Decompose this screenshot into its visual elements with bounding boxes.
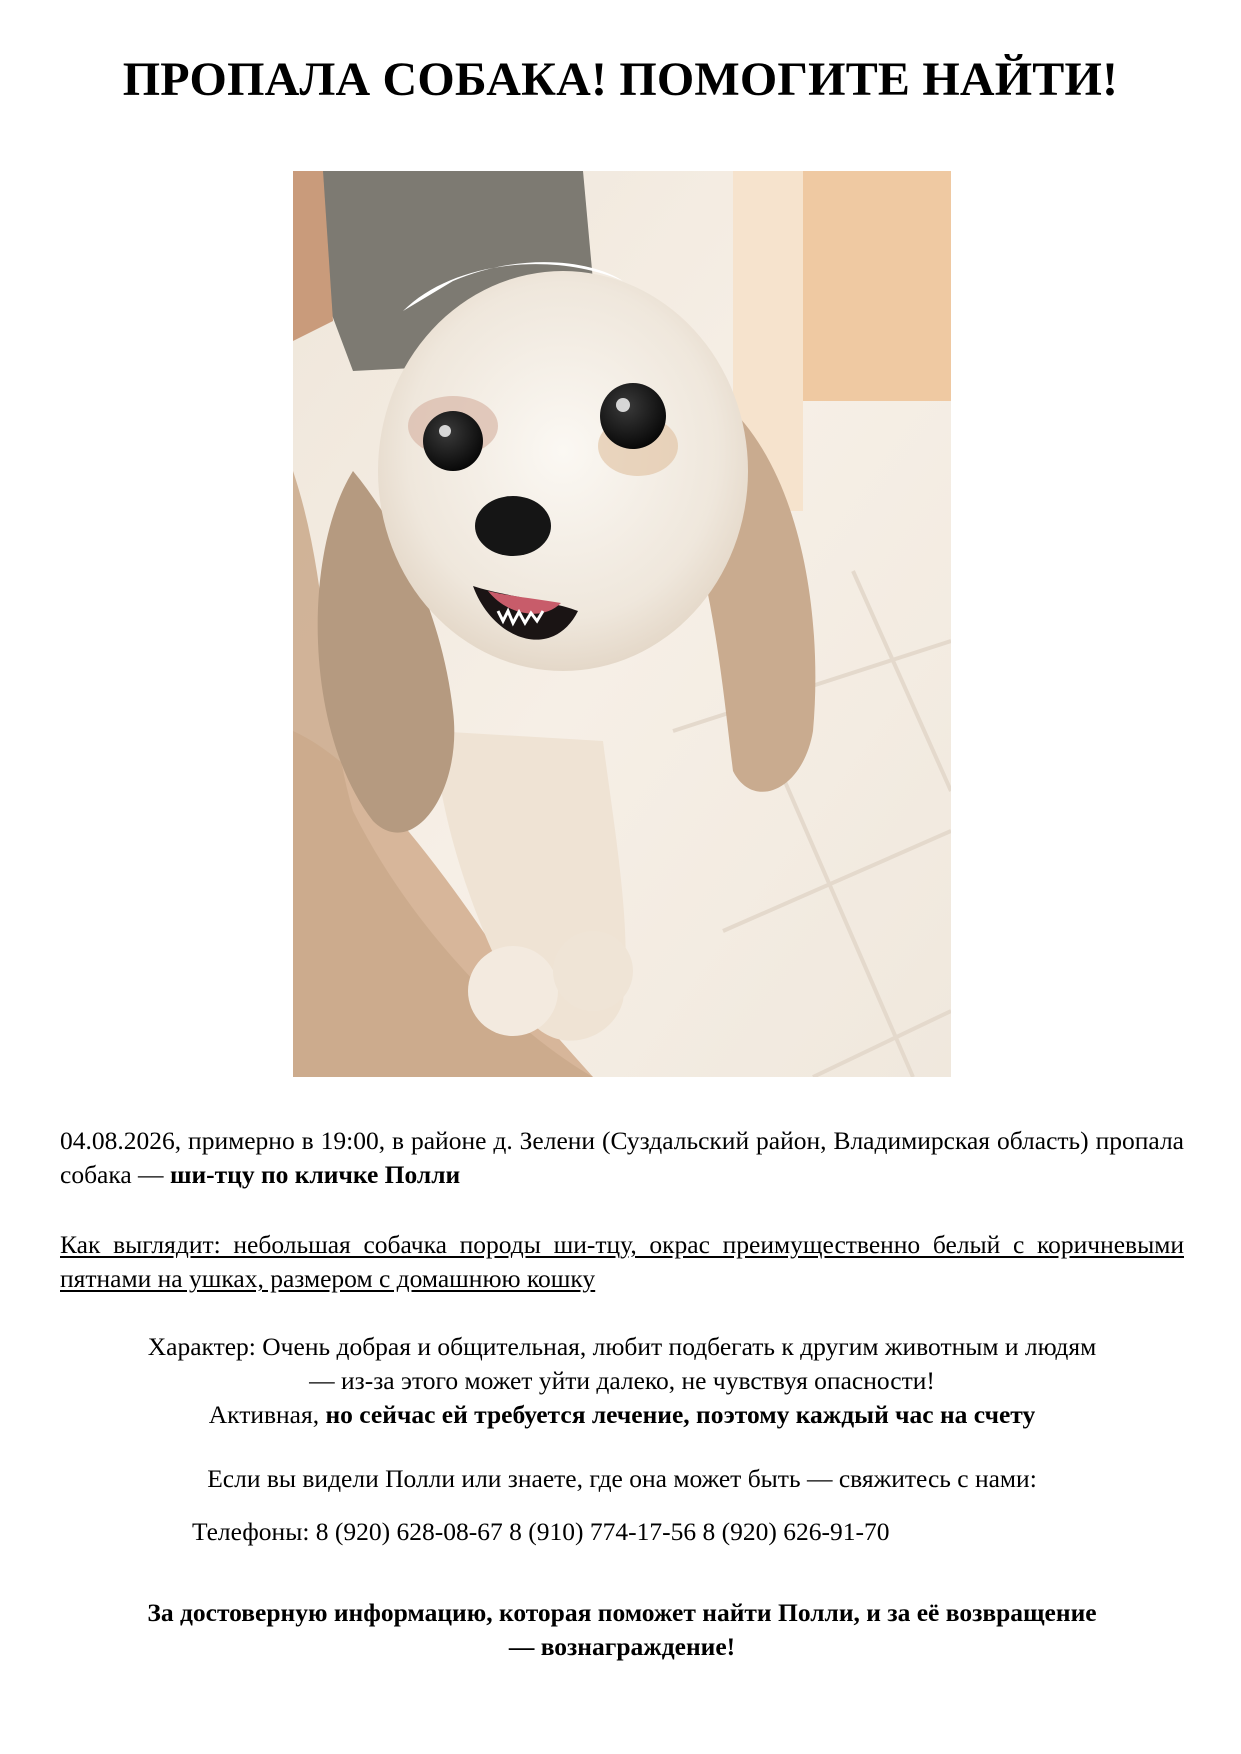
character-paragraph (60, 1330, 1184, 1432)
phones-line: Телефоны: 8 (920) 628-08-67 8 (910) 774-17-56 8 (920) 626-91-70 (192, 1517, 890, 1546)
character-line-3-bold: но сейчас ей требуется лечение, поэтому каждый час на счету (325, 1400, 1036, 1429)
incident-paragraph (60, 1124, 1184, 1192)
character-line-3 (60, 1398, 1184, 1432)
dog-photo (293, 171, 951, 1077)
reward-line-2: — вознаграждение! (508, 1632, 736, 1661)
contact-prompt: Если вы видели Полли или знаете, где она может быть — свяжитесь с нами: (207, 1464, 1037, 1493)
character-line-2: — из-за этого может уйти далеко, не чувствуя опасности! (309, 1366, 935, 1395)
character-line-3-plain: Активная, (208, 1400, 326, 1429)
reward-line-1: За достоверную информацию, которая поможет найти Полли, и за её возвращение (147, 1598, 1097, 1627)
character-line-1: Характер: Очень добрая и общительная, любит подбегать к другим животным и людям (147, 1332, 1097, 1361)
dog-name-highlight: ши-тцу по кличке Полли (169, 1160, 461, 1189)
incident-text: 04.08.2026, примерно в 19:00, в районе д. Зелени (Суздальский район, Владимирская область) пропала собака — (60, 1126, 1184, 1189)
appearance-paragraph: Как выглядит: небольшая собачка породы ши-тцу, окрас преимущественно белый с коричневыми пятнами на ушках, размером с домашнюю кошку (60, 1230, 1184, 1293)
reward-paragraph (60, 1596, 1184, 1664)
dog-illustration (293, 171, 951, 1077)
page-title: ПРОПАЛА СОБАКА! ПОМОГИТЕ НАЙТИ! (122, 53, 1119, 106)
